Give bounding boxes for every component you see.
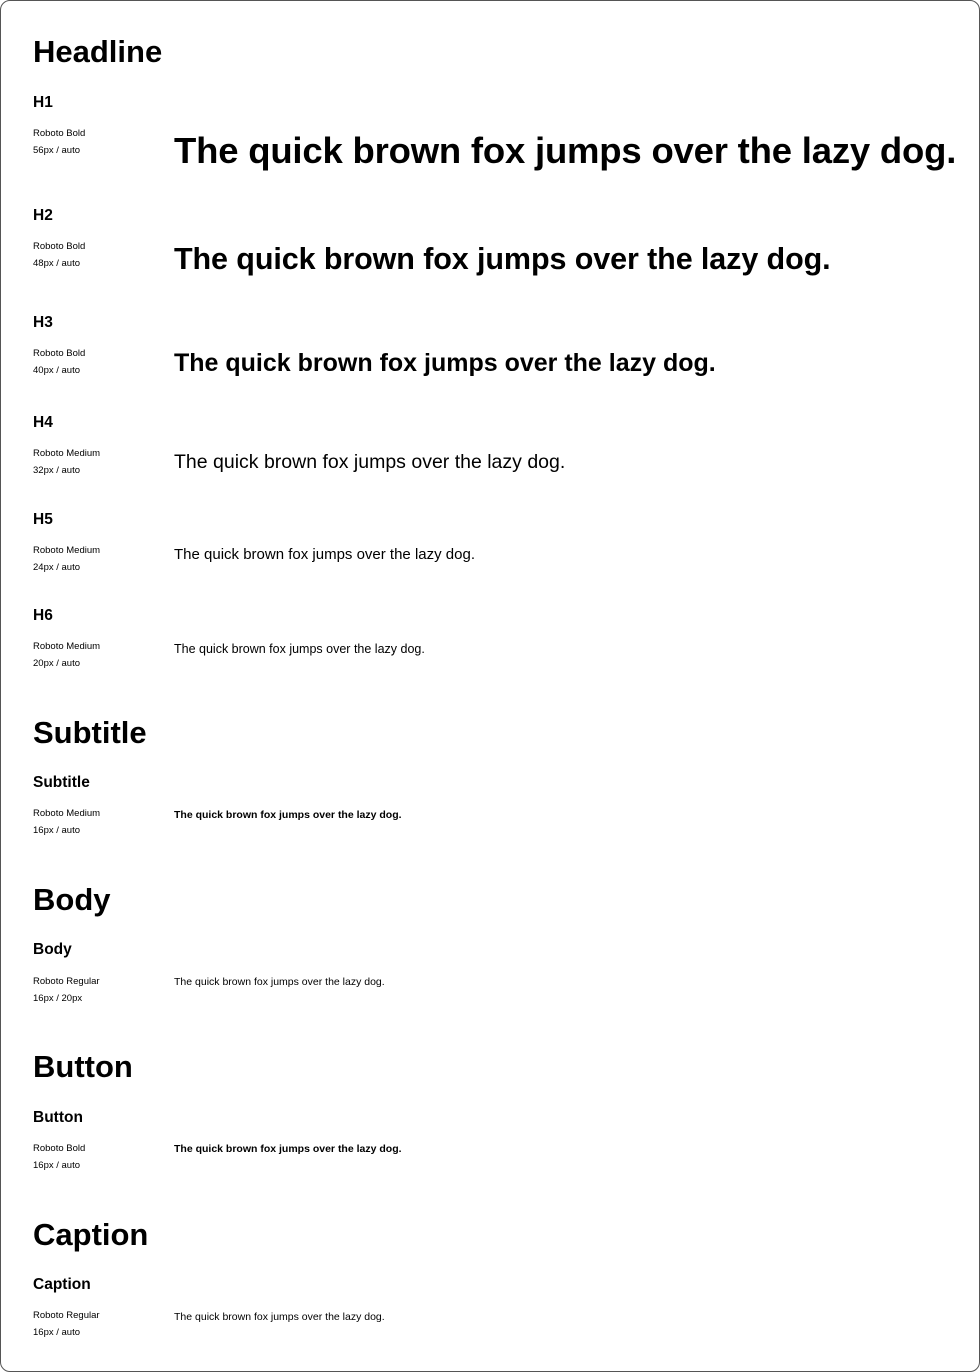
style-name-h2: H2 <box>33 207 53 224</box>
sample-text-h2: The quick brown fox jumps over the lazy dog. <box>174 242 831 276</box>
style-size-h3: 40px / auto <box>33 365 81 376</box>
style-name-h6: H6 <box>33 607 53 624</box>
style-name-body: Body <box>33 941 72 958</box>
style-font-h2: Roboto Bold <box>33 241 86 252</box>
style-name-caption: Caption <box>33 1276 91 1293</box>
style-font-h1: Roboto Bold <box>33 128 86 139</box>
style-size-h4: 32px / auto <box>33 465 81 476</box>
sample-text-button: The quick brown fox jumps over the lazy dog. <box>174 1143 402 1155</box>
style-font-h3: Roboto Bold <box>33 348 86 359</box>
style-size-h6: 20px / auto <box>33 658 81 669</box>
style-size-body: 16px / 20px <box>33 993 83 1004</box>
section-title-headline: Headline <box>33 34 163 69</box>
style-font-h5: Roboto Medium <box>33 545 101 556</box>
style-font-subtitle: Roboto Medium <box>33 808 101 819</box>
style-size-h1: 56px / auto <box>33 145 81 156</box>
style-size-h5: 24px / auto <box>33 562 81 573</box>
section-title-subtitle: Subtitle <box>33 715 147 750</box>
sample-text-h1: The quick brown fox jumps over the lazy dog. <box>174 130 957 171</box>
style-name-button: Button <box>33 1109 83 1126</box>
sample-text-body: The quick brown fox jumps over the lazy dog. <box>174 976 385 988</box>
section-title-caption: Caption <box>33 1217 149 1252</box>
section-title-button: Button <box>33 1049 133 1084</box>
style-size-subtitle: 16px / auto <box>33 825 81 836</box>
sample-text-h3: The quick brown fox jumps over the lazy dog. <box>174 349 716 377</box>
style-name-h5: H5 <box>33 511 53 528</box>
style-name-h3: H3 <box>33 314 53 331</box>
style-name-h1: H1 <box>33 94 53 111</box>
sample-text-caption: The quick brown fox jumps over the lazy dog. <box>174 1311 385 1323</box>
style-font-button: Roboto Bold <box>33 1143 86 1154</box>
sample-text-h4: The quick brown fox jumps over the lazy dog. <box>174 451 566 473</box>
style-size-caption: 16px / auto <box>33 1327 81 1338</box>
style-font-body: Roboto Regular <box>33 976 100 987</box>
sample-text-h5: The quick brown fox jumps over the lazy dog. <box>174 546 475 563</box>
style-font-h6: Roboto Medium <box>33 641 101 652</box>
style-font-caption: Roboto Regular <box>33 1310 100 1321</box>
style-size-button: 16px / auto <box>33 1160 81 1171</box>
section-title-body: Body <box>33 882 111 917</box>
sample-text-subtitle: The quick brown fox jumps over the lazy dog. <box>174 809 402 821</box>
style-font-h4: Roboto Medium <box>33 448 101 459</box>
sample-text-h6: The quick brown fox jumps over the lazy dog. <box>174 642 425 656</box>
style-name-subtitle: Subtitle <box>33 774 90 791</box>
style-name-h4: H4 <box>33 414 53 431</box>
style-size-h2: 48px / auto <box>33 258 81 269</box>
